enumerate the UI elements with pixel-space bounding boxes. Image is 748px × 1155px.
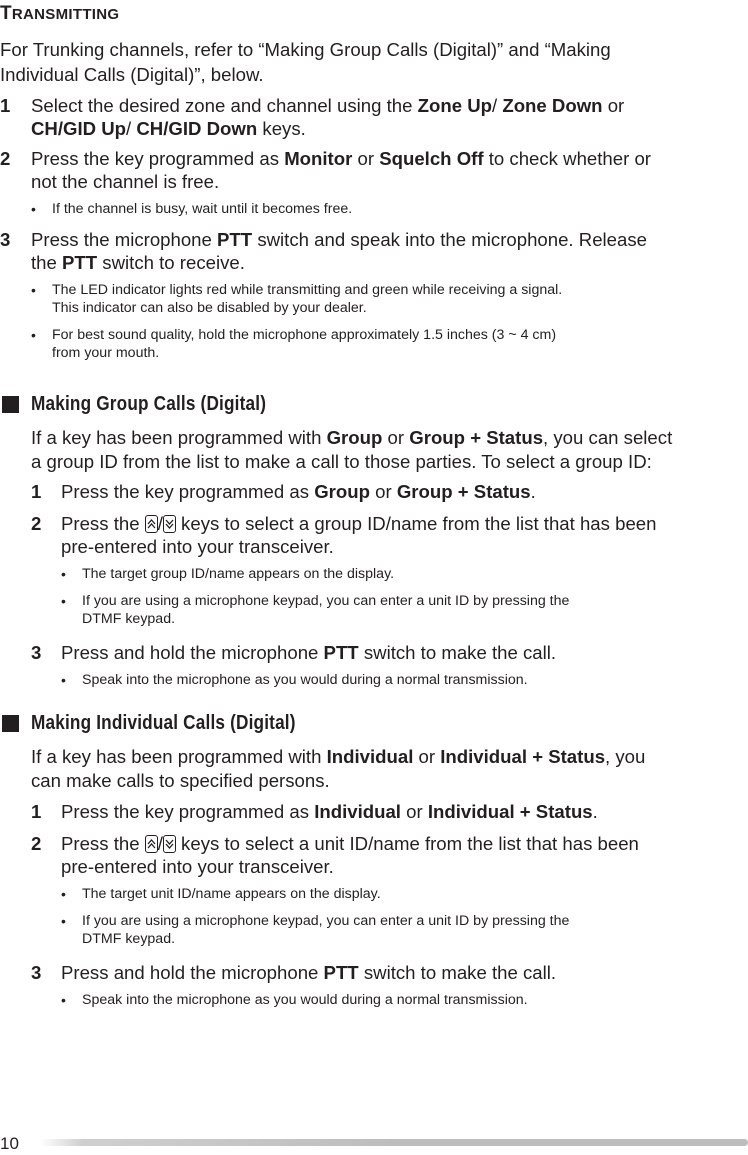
bullet-text: DTMF keypad. (82, 931, 176, 947)
step-text: the PTT switch to receive. (31, 252, 245, 273)
page-number: 10 (0, 1134, 19, 1153)
bullet-text: If you are using a microphone keypad, you can enter a unit ID by pressing the (82, 593, 570, 609)
footer-rule (40, 1139, 748, 1146)
individual-calls-heading: Making Individual Calls (Digital) (31, 712, 296, 734)
group-intro-line1: If a key has been programmed with Group or Group + Status, you can select (31, 427, 673, 448)
bullet-text: DTMF keypad. (82, 611, 176, 627)
bullet-text: If you are using a microphone keypad, you can enter a unit ID by pressing the (82, 913, 570, 929)
step-number: 1 (31, 801, 42, 822)
bullet-text: This indicator can also be disabled by your dealer. (52, 300, 367, 316)
square-marker-icon (2, 396, 19, 413)
bullet-icon: • (31, 282, 36, 298)
step-text: Press the / keys to select a group ID/name from the list that has been (61, 513, 657, 534)
step-text: Press the / keys to select a unit ID/name from the list that has been (61, 833, 639, 854)
bullet-text: If the channel is busy, wait until it becomes free. (52, 201, 353, 217)
bullet-text: The target group ID/name appears on the display. (82, 566, 395, 582)
up-key-icon (145, 835, 158, 853)
bullet-icon: • (61, 672, 66, 688)
step-text: Press the key programmed as Group or Group + Status. (61, 481, 536, 502)
step-number: 3 (31, 642, 42, 663)
bullet-text: The LED indicator lights red while transmitting and green while receiving a signal. (52, 282, 563, 298)
bullet-icon: • (61, 992, 66, 1008)
bullet-text: The target unit ID/name appears on the display. (82, 886, 381, 902)
bullet-text: from your mouth. (52, 345, 160, 361)
step-number: 3 (0, 229, 11, 250)
transmitting-intro-line1: For Trunking channels, refer to “Making Group Calls (Digital)” and “Making (0, 39, 611, 60)
step-text: Press and hold the microphone PTT switch to make the call. (61, 962, 557, 983)
step-text: pre-entered into your transceiver. (61, 536, 334, 557)
up-key-icon (145, 515, 158, 533)
step-text: Press the key programmed as Monitor or Squelch Off to check whether or (31, 148, 651, 169)
transmitting-intro-line2: Individual Calls (Digital)”, below. (0, 64, 264, 85)
step-text: Press and hold the microphone PTT switch to make the call. (61, 642, 557, 663)
bullet-icon: • (61, 593, 66, 609)
step-text: CH/GID Up/ CH/GID Down keys. (31, 118, 306, 139)
step-number: 1 (0, 95, 11, 116)
step-number: 2 (0, 148, 11, 169)
step-text: Select the desired zone and channel using the Zone Up/ Zone Down or (31, 95, 625, 116)
individual-intro-line1: If a key has been programmed with Individual or Individual + Status, you (31, 746, 646, 767)
bullet-text: For best sound quality, hold the microphone approximately 1.5 inches (3 ~ 4 cm) (52, 327, 557, 343)
square-marker-icon (2, 715, 19, 732)
group-intro-line2: a group ID from the list to make a call to those parties. To select a group ID: (31, 451, 652, 472)
down-key-icon (163, 835, 176, 853)
step-number: 2 (31, 833, 42, 854)
transmitting-heading: TRANSMITTING (0, 3, 120, 24)
step-text: Press the key programmed as Individual or Individual + Status. (61, 801, 598, 822)
step-number: 3 (31, 962, 42, 983)
down-key-icon (163, 515, 176, 533)
step-text: not the channel is free. (31, 171, 220, 192)
step-text: pre-entered into your transceiver. (61, 856, 334, 877)
step-number: 2 (31, 513, 42, 534)
group-calls-heading: Making Group Calls (Digital) (31, 393, 267, 415)
bullet-icon: • (61, 566, 66, 582)
bullet-text: Speak into the microphone as you would during a normal transmission. (82, 992, 528, 1008)
bullet-icon: • (61, 886, 66, 902)
step-text: Press the microphone PTT switch and speak into the microphone. Release (31, 229, 647, 250)
bullet-icon: • (31, 201, 36, 217)
bullet-text: Speak into the microphone as you would during a normal transmission. (82, 672, 528, 688)
step-number: 1 (31, 481, 42, 502)
individual-intro-line2: can make calls to specified persons. (31, 770, 330, 791)
bullet-icon: • (61, 913, 66, 929)
bullet-icon: • (31, 327, 36, 343)
